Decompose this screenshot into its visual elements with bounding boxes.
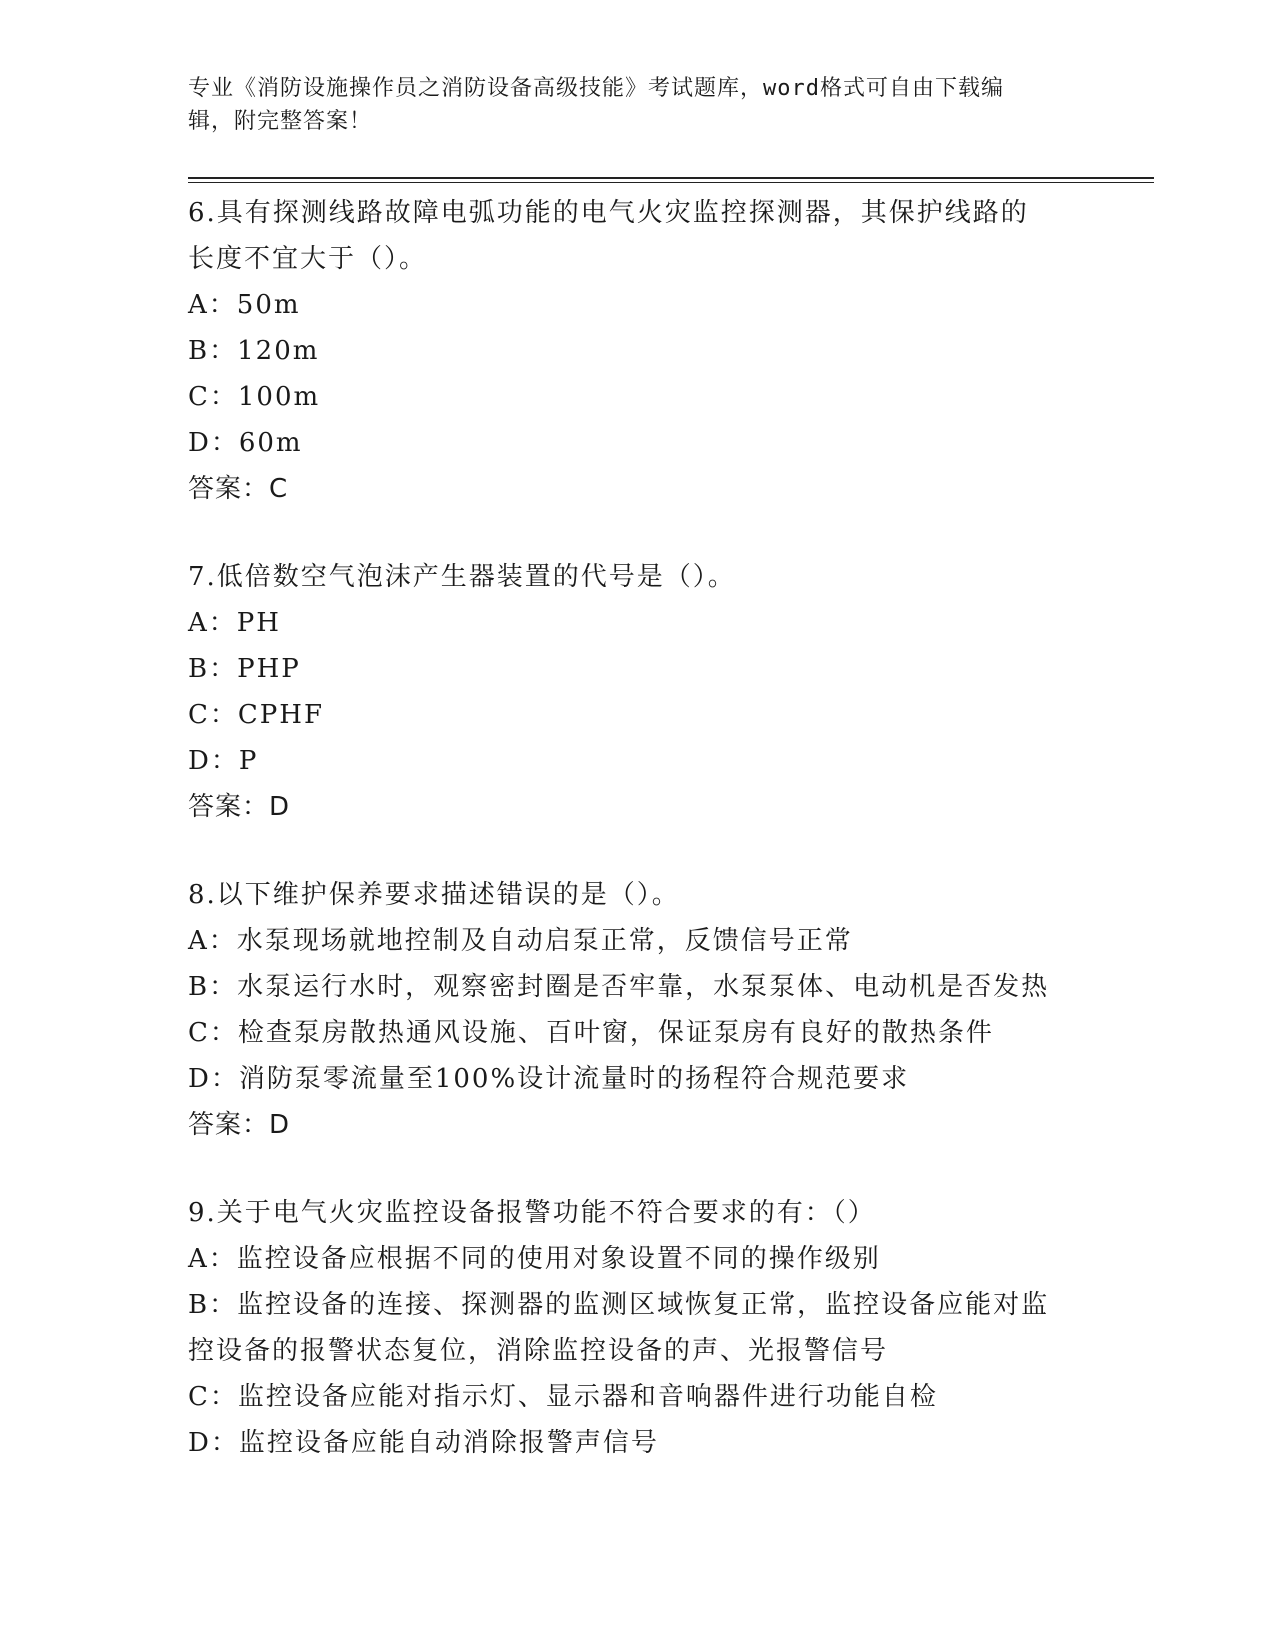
answer-line: 答案：D	[188, 1110, 291, 1140]
header-rule-thick	[188, 177, 1154, 179]
header-rule-thin	[188, 182, 1154, 183]
question-stem-line: 6.具有探测线路故障电弧功能的电气火灾监控探测器，其保护线路的	[188, 198, 1029, 228]
header-line-2: 辑，附完整答案！	[188, 109, 373, 134]
option-c: C：检查泵房散热通风设施、百叶窗，保证泵房有良好的散热条件	[188, 1018, 994, 1048]
option-a: A：PH	[188, 608, 281, 638]
answer-line: 答案：C	[188, 474, 289, 504]
question-stem-line: 7.低倍数空气泡沫产生器装置的代号是（）。	[188, 562, 736, 592]
option-c: C：监控设备应能对指示灯、显示器和音响器件进行功能自检	[188, 1382, 938, 1412]
option-c: C：100m	[188, 382, 321, 412]
option-d: D：监控设备应能自动消除报警声信号	[188, 1428, 659, 1458]
question-6	[188, 190, 1088, 512]
question-list	[188, 190, 1088, 1466]
question-7	[188, 554, 1088, 830]
option-d: D：P	[188, 746, 259, 776]
option-b: B：120m	[188, 336, 320, 366]
option-b: B：水泵运行水时，观察密封圈是否牢靠，水泵泵体、电动机是否发热	[188, 972, 1050, 1002]
option-a: A：监控设备应根据不同的使用对象设置不同的操作级别	[188, 1244, 881, 1274]
option-a: A：水泵现场就地控制及自动启泵正常，反馈信号正常	[188, 926, 853, 956]
option-b: B：PHP	[188, 654, 301, 684]
option-b-continued: 控设备的报警状态复位，消除监控设备的声、光报警信号	[188, 1336, 889, 1366]
question-8	[188, 872, 1088, 1148]
option-c: C：CPHF	[188, 700, 324, 730]
option-d: D：消防泵零流量至100%设计流量时的扬程符合规范要求	[188, 1064, 910, 1094]
option-b: B：监控设备的连接、探测器的监测区域恢复正常，监控设备应能对监	[188, 1290, 1050, 1320]
question-stem-line: 长度不宜大于（）。	[188, 244, 428, 274]
answer-line: 答案：D	[188, 792, 291, 822]
option-d: D：60m	[188, 428, 303, 458]
document-header	[188, 72, 1088, 138]
option-a: A：50m	[188, 290, 301, 320]
header-line-1: 专业《消防设施操作员之消防设备高级技能》考试题库，word格式可自由下载编	[188, 76, 1004, 101]
question-stem-line: 9.关于电气火灾监控设备报警功能不符合要求的有：（）	[188, 1198, 876, 1228]
question-9	[188, 1190, 1088, 1466]
question-stem-line: 8.以下维护保养要求描述错误的是（）。	[188, 880, 680, 910]
